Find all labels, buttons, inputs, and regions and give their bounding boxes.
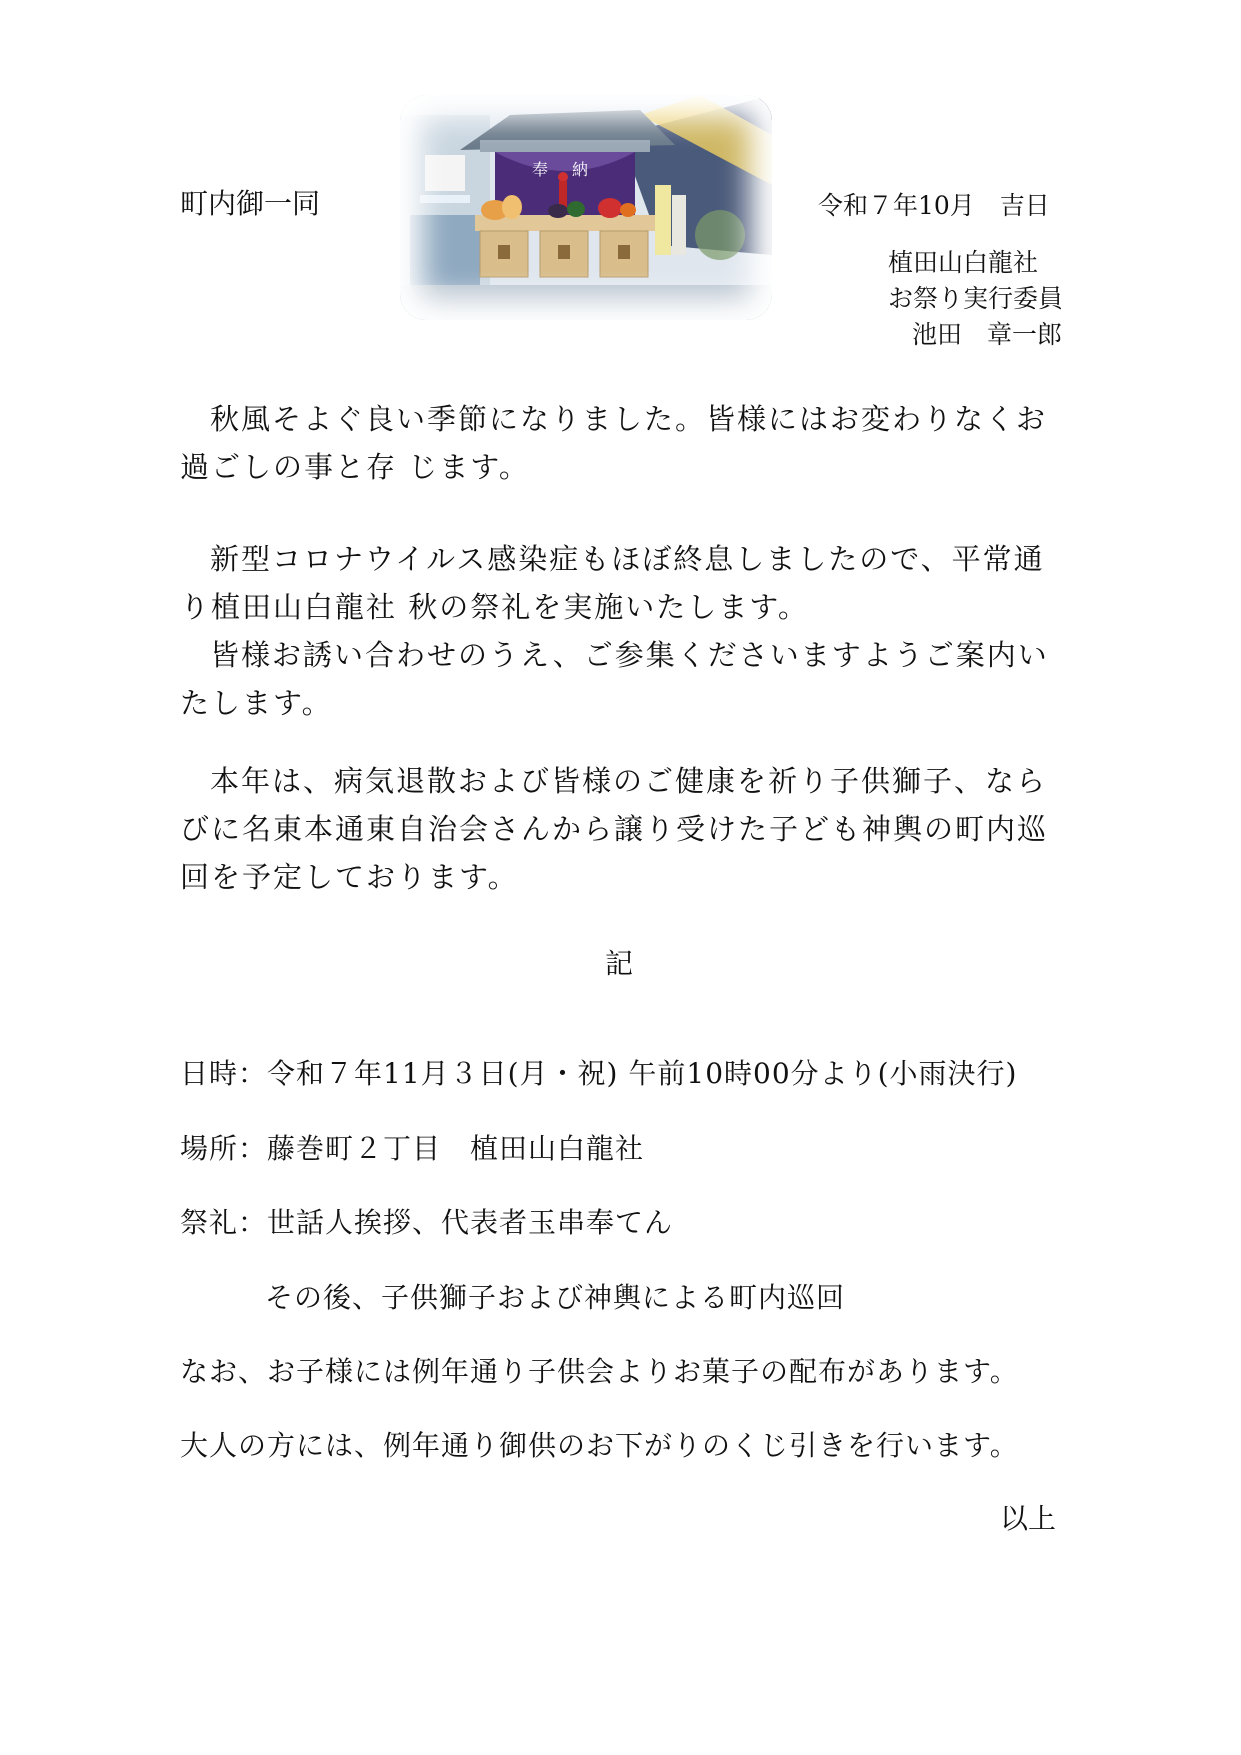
shrine-offering-photo bbox=[400, 95, 772, 320]
event-datetime: 日時：令和７年11月３日(月・祝) 午前10時00分より(小雨決行) bbox=[180, 1057, 1018, 1090]
program-paragraph: 本年は、病気退散および皆様のご健康を祈り子供獅子、ならびに名東本通東自治会さんから譲り受けた子ども神輿の町内巡回を予定しております。 bbox=[180, 764, 1049, 894]
sender-committee: お祭り実行委員 bbox=[888, 284, 1064, 313]
greeting-paragraph: 秋風そよぐ良い季節になりました。皆様にはお変わりなくお過ごしの事と存 じます。 bbox=[180, 402, 1048, 484]
issue-date: 令和７年10月 吉日 bbox=[818, 191, 1050, 220]
event-ritual: 祭礼：世話人挨拶、代表者玉串奉てん bbox=[180, 1206, 674, 1239]
note-children: なお、お子様には例年通り子供会よりお菓子の配布があります。 bbox=[180, 1355, 1019, 1388]
banner-text: 奉 納 bbox=[532, 160, 593, 179]
shrine-photo-image bbox=[400, 95, 772, 320]
event-place: 場所：藤巻町２丁目 植田山白龍社 bbox=[180, 1132, 645, 1165]
invitation-paragraph: 皆様お誘い合わせのうえ、ご参集くださいますようご案内いたします。 bbox=[180, 638, 1049, 720]
announcement-paragraph: 新型コロナウイルス感染症もほぼ終息しましたので、平常通り植田山白龍社 秋の祭礼を実施いたします。 bbox=[180, 542, 1045, 624]
note-adults: 大人の方には、例年通り御供のお下がりのくじ引きを行います。 bbox=[180, 1429, 1019, 1462]
event-ritual-after: その後、子供獅子および神輿による町内巡回 bbox=[265, 1281, 846, 1314]
addressee: 町内御一同 bbox=[180, 187, 321, 220]
closing-mark: 以上 bbox=[1000, 1502, 1057, 1535]
ki-heading: 記 bbox=[605, 947, 634, 980]
sender-name: 池田 章一郎 bbox=[912, 320, 1063, 349]
sender-shrine: 植田山白龍社 bbox=[888, 248, 1039, 277]
